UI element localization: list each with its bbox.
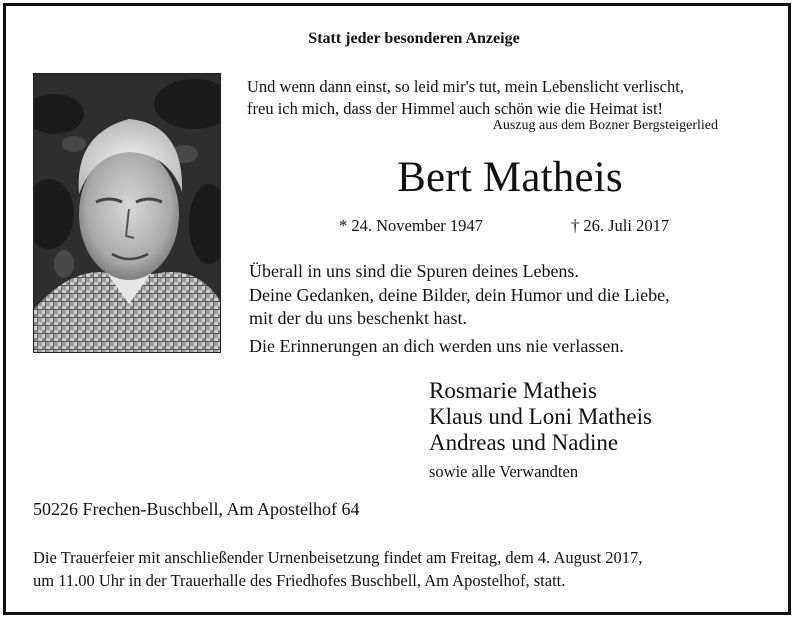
verse-line: mit der du uns beschenkt hast. [249,308,467,328]
address: 50226 Frechen-Buschbell, Am Apostelhof 64 [33,499,360,519]
mourner-names [429,378,652,456]
mourner-name: Klaus und Loni Matheis [429,404,652,429]
birth-date: * 24. November 1947 [339,216,483,235]
relatives-line: sowie alle Verwandten [429,462,579,481]
memorial-verse [249,260,670,331]
notice-line: Die Trauerfeier mit anschließender Urnenbeisetzung findet am Freitag, dem 4. August 2017, [33,548,643,567]
mourner-name: Rosmarie Matheis [429,378,597,403]
death-date: † 26. Juli 2017 [571,216,670,235]
mourner-name: Andreas und Nadine [429,430,619,455]
poem [247,76,684,120]
verse-line: Überall in uns sind die Spuren deines Lebens. [249,261,579,281]
portrait-photo [33,73,221,353]
header-title: Statt jeder besonderen Anzeige [308,30,520,47]
verse-line: Deine Gedanken, deine Bilder, dein Humor und die Liebe, [249,284,670,305]
verse-closing: Die Erinnerungen an dich werden uns nie verlassen. [249,336,624,356]
poem-attribution: Auszug aus dem Bozner Bergsteigerlied [492,118,718,133]
deceased-name: Bert Matheis [397,154,623,201]
funeral-notice [33,546,642,592]
poem-line: freu ich mich, dass der Himmel auch schön wie die Heimat ist! [247,99,664,118]
portrait-image [34,74,221,353]
notice-line: um 11.00 Uhr in der Trauerhalle des Friedhofes Buschbell, Am Apostelhof, statt. [33,571,566,590]
poem-line: Und wenn dann einst, so leid mir's tut, mein Lebenslicht verlischt, [247,77,684,96]
